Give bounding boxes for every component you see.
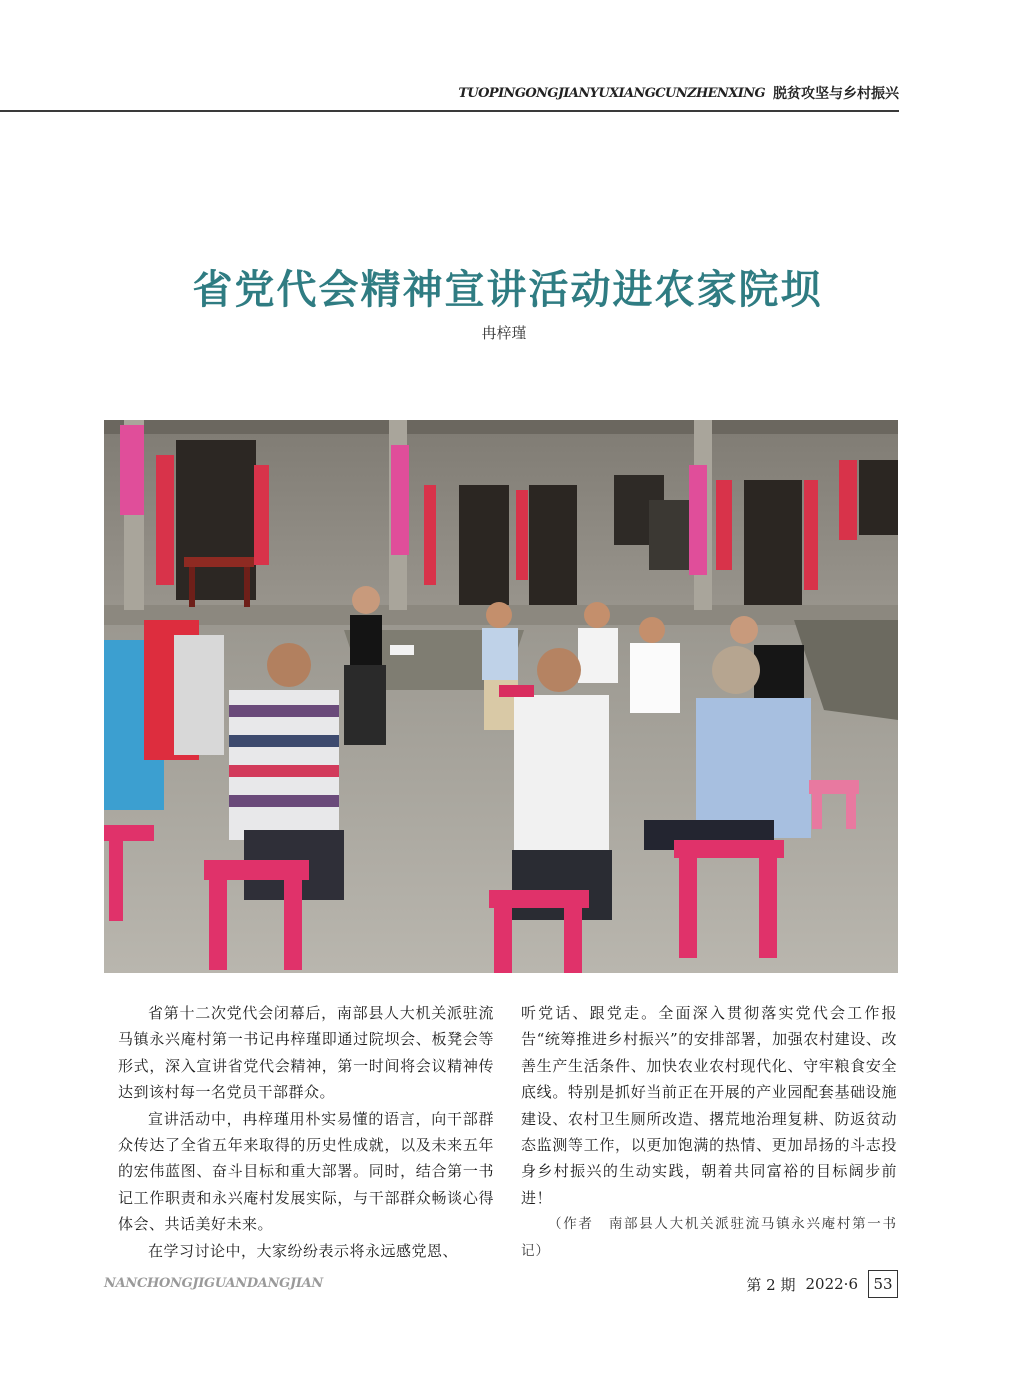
author-credit: （作者 南部县人大机关派驻流马镇永兴庵村第一书记） (521, 1216, 897, 1259)
body-paragraph: 听党话、跟党走。全面深入贯彻落实党代会工作报告“统筹推进乡村振兴”的安排部署，加强农村建设、改善生产生活条件、加快农业农村现代化、守牢粮食安全底线。特别是抓好当前正在开展的产业园配套基础设施建设、农村卫生厕所改造、撂荒地治理复耕、防返贫动态监测等工作，以更加饱满的热情、更加昂扬的斗志投身乡村振兴的生动实践，朝着共同富裕的目标阔步前进！ (521, 1004, 897, 1207)
body-paragraph: 宣讲活动中，冉梓瑾用朴实易懂的语言，向干部群众传达了全省五年来取得的历史性成就，以及未来五年的宏伟蓝图、奋斗目标和重大部署。同时，结合第一书记工作职责和永兴庵村发展实际，与干部群众畅谈心得体会、共话美好未来。 (118, 1109, 494, 1234)
article-body-right (521, 1000, 897, 1264)
article-photo (104, 420, 898, 973)
article-title: 省党代会精神宣讲活动进农家院坝 (192, 266, 823, 313)
running-header (0, 76, 899, 112)
body-paragraph: 在学习讨论中，大家纷纷表示将永远感党恩、 (148, 1241, 459, 1260)
issue-date: 2022·6 (805, 1275, 858, 1293)
photo-illustration (104, 420, 898, 973)
article-author: 冉梓瑾 (481, 324, 527, 342)
magazine-name: NANCHONGJIGUANDANGJIAN (104, 1276, 323, 1291)
issue-number: 第 2 期 (746, 1275, 796, 1294)
page-number: 53 (868, 1270, 898, 1298)
article-body-left (118, 1000, 494, 1264)
body-paragraph: 省第十二次党代会闭幕后，南部县人大机关派驻流马镇永兴庵村第一书记冉梓瑾即通过院坝会、板凳会等形式，深入宣讲省党代会精神，第一时间将会议精神传达到该村每一名党员干部群众。 (118, 1004, 494, 1102)
section-title-cn: 脱贫攻坚与乡村振兴 (773, 86, 899, 102)
section-title-latin: TUOPINGONGJIANYUXIANGCUNZHENXING (458, 85, 765, 101)
footer-issue-info (746, 1270, 898, 1298)
